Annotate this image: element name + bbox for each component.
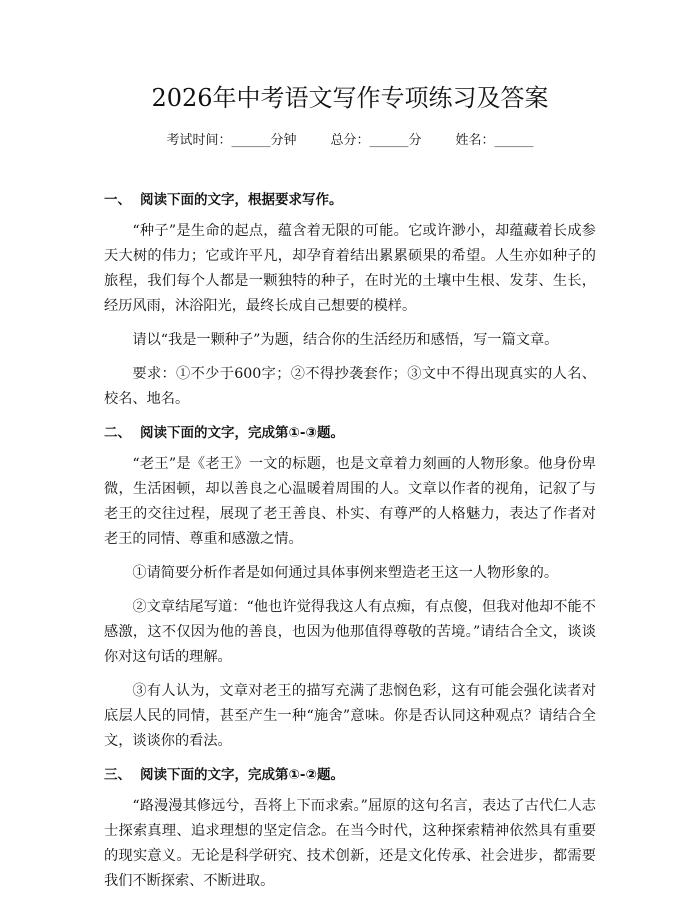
question-2: ②文章结尾写道：“他也许觉得我这人有点痴，有点傻，但我对他却不能不感激，这不仅因为他的善良，也因为他那值得尊敬的苦境。”请结合全文，谈谈你对这句话的理解。 [104,599,596,665]
section-heading [104,763,596,787]
section-3 [104,763,596,894]
document-body [104,188,596,903]
exam-info [104,130,596,152]
passage-paragraph: “路漫漫其修远兮，吾将上下而求索。”屈原的这句名言，表达了古代仁人志士探索真理、追求理想的坚定信念。在当今时代，这种探索精神依然具有重要的现实意义。无论是科学研究、技术创新，还是文化传承、社会进步，都需要我们不断探索、不断进取。 [104,798,596,889]
total-score-field: 总分：______分 [330,133,422,148]
question-1: ①请简要分析作者是如何通过具体事例来塑造老王这一人物形象的。 [132,565,559,581]
section-heading [104,188,596,212]
section-number: 二、 [104,425,131,441]
section-title: 阅读下面的文字，根据要求写作。 [140,192,343,208]
section-1 [104,188,596,412]
question-3: ③有人认为，文章对老王的描写充满了悲悯色彩，这有可能会强化读者对底层人民的同情，甚至产生一种“施舍”意味。你是否认同这种观点？请结合全文，谈谈你的看法。 [104,683,596,749]
section-title: 阅读下面的文字，完成第①-②题。 [140,767,344,783]
section-number: 一、 [104,192,131,208]
exam-time-field: 考试时间：______分钟 [166,133,297,148]
student-name-field: 姓名：______ [455,133,534,148]
passage-paragraph: “老王”是《老王》一文的标题，也是文章着力刻画的人物形象。他身份卑微，生活困顿，却以善良之心温暖着周围的人。文章以作者的视角，记叙了与老王的交往过程，展现了老王善良、朴实、有尊严的人格魅力，表达了作者对老王的同情、尊重和感激之情。 [104,456,596,547]
page-title: 2026年中考语文写作专项练习及答案 [151,84,549,112]
section-title: 阅读下面的文字，完成第①-③题。 [140,425,344,441]
passage-paragraph: “种子”是生命的起点，蕴含着无限的可能。它或许渺小，却蕴藏着长成参天大树的伟力；它或许平凡，却孕育着结出累累硕果的希望。人生亦如种子的旅程，我们每个人都是一颗独特的种子，在时光的土壤中生根、发芽、生长，经历风雨，沐浴阳光，最终长成自己想要的模样。 [104,223,596,314]
writing-prompt: 请以“我是一颗种子”为题，结合你的生活经历和感悟，写一篇文章。 [132,332,559,348]
section-number: 三、 [104,767,131,783]
section-heading [104,421,596,445]
section-2 [104,421,596,754]
writing-requirements: 要求：①不少于600字；②不得抄袭套作；③文中不得出现真实的人名、校名、地名。 [104,366,596,407]
